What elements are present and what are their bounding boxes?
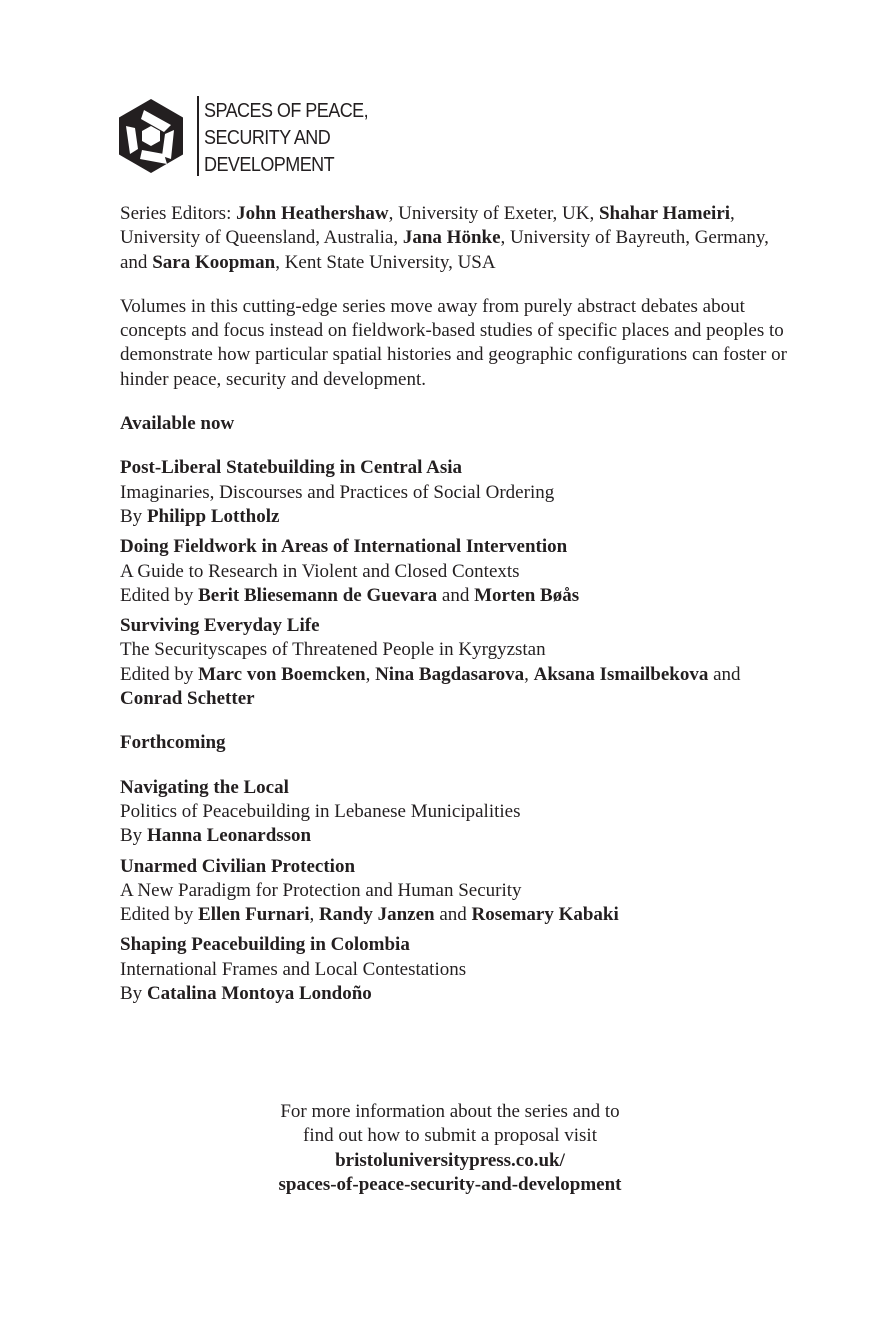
series-name-line-2: SECURITY AND [204,127,331,149]
editor-name: Jana Hönke [402,227,501,249]
editor-name: Shahar Hameiri [598,203,731,224]
footer-line-2: find out how to submit a proposal visit [303,1125,597,1147]
forthcoming-heading: Forthcoming [120,732,226,754]
book-authors: Edited by Berit Bliesemann de Guevara and Morten Bøås [120,584,580,606]
book-subtitle: Politics of Peacebuilding in Lebanese Municipalities [120,800,521,822]
series-name-line-1: SPACES OF PEACE, [204,100,369,122]
footer-info [120,1100,780,1197]
book-subtitle: The Securityscapes of Threatened People in Kyrgyzstan [120,639,546,661]
series-name [204,98,384,179]
book-entry [120,933,800,1006]
book-authors: Edited by Ellen Furnari, Randy Janzen and Rosemary Kabaki [120,904,619,926]
aperture-hexagon-icon [118,98,184,174]
book-entry [120,855,800,928]
book-title: Post-Liberal Statebuilding in Central Asia [120,457,463,479]
series-editors: Series Editors: John Heathershaw, University of Exeter, UK, Shahar Hameiri, University of Queensland, Australia, Jana Hönke, University of Bayreuth, Germany, and Sara Koopman, Kent State University, USA [120,203,769,273]
available-now-heading: Available now [120,413,235,435]
logo-divider [197,96,199,176]
editor-name: Sara Koopman [152,251,276,273]
book-subtitle: A Guide to Research in Violent and Closed Contexts [120,560,520,582]
series-description: Volumes in this cutting-edge series move away from purely abstract debates about concepts and focus instead on fieldwork-based studies of specific places and peoples to demonstrate how particular spatial histories and geographic configurations can foster or hinder peace, security and development. [120,295,787,390]
footer-url-line-2: spaces-of-peace-security-and-development [278,1173,622,1195]
book-title: Navigating the Local [120,776,289,798]
book-authors: By Hanna Leonardsson [120,825,312,847]
book-entry [120,535,800,608]
book-title: Shaping Peacebuilding in Colombia [120,934,410,956]
main-content [120,202,800,1012]
footer-line-1: For more information about the series and to [280,1101,620,1122]
book-authors: Edited by Marc von Boemcken, Nina Bagdasarova, Aksana Ismailbekova and Conrad Schetter [120,663,741,710]
book-subtitle: A New Paradigm for Protection and Human Security [120,879,522,901]
book-entry [120,614,800,711]
book-subtitle: Imaginaries, Discourses and Practices of Social Ordering [120,481,555,503]
book-title: Surviving Everyday Life [120,615,320,637]
book-title: Doing Fieldwork in Areas of International Intervention [120,536,568,558]
book-authors: By Catalina Montoya Londoño [120,983,372,1005]
editor-name: John Heathershaw [236,203,389,224]
book-entry [120,776,800,849]
footer-url-line-1: bristoluniversitypress.co.uk/ [335,1149,565,1171]
book-title: Unarmed Civilian Protection [120,855,356,877]
series-name-line-3: DEVELOPMENT [204,154,335,176]
book-authors: By Philipp Lottholz [120,505,280,527]
book-entry [120,456,800,529]
book-subtitle: International Frames and Local Contestations [120,958,467,980]
